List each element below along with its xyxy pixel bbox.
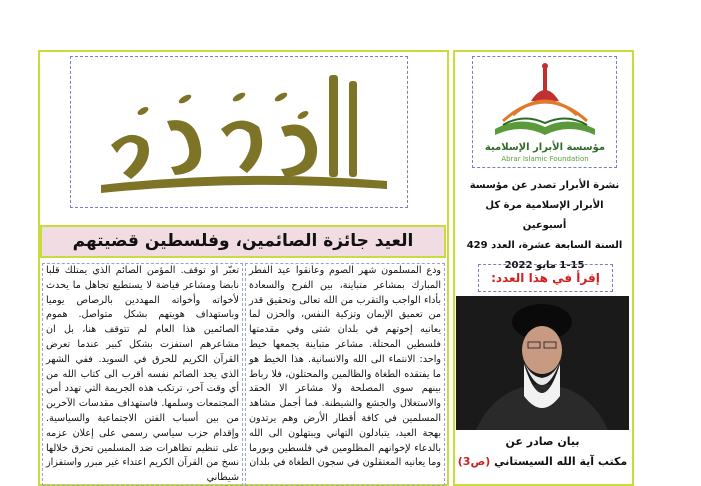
article-column-left: تعبّر او توقف. المؤمن الصائم الذي يمتلك قلبا نابضا ومشاعر فياضة لا يستطيع تجاهل ما يحدث لأخواته وأخواته المهددين بالرصاص يوميا وباستهداف هويتهم بشكل متواصل. هموم الصائمين هذا العام لم تتوقف هنا، بل ان مشاعرهم استفزت بشكل كبير عندما تعرض القرآن الكريم للحرق في السويد. ففي الشهر الذي يجد الصائم نفسه أقرب الى كتاب الله من أي وقت آخر، ترتكب هذه الجريمة التي تهدد أمن المجتمعات وسلمها. فاستهداف مقدسات الآخرين من بين أسباب الفتن الاجتماعية والسياسية. وإقدام حزب سياسي رسمي على إعلان عزمه على تنظيم تظاهرات ضد المسلمين تحرق خلالها نسخ من القرآن الكريم اعتداء غير مبرر واستفزاز شيطاني [42,263,243,486]
issue-info-line1: نشرة الأبرار تصدر عن مؤسسة [469,180,620,191]
in-this-issue-heading: إقرأ في هذا العدد: [478,264,613,292]
issue-info [462,176,627,271]
logo-name-en: Abrar Islamic Foundation [501,155,589,163]
statement-line1: بيان صادر عن [505,435,580,448]
page-reference: (ص3) [457,455,491,468]
headline: العيد جائزة الصائمين، وفلسطين قضيتهم [40,225,446,258]
statement-caption [456,432,629,486]
issue-info-line2: الأبرار الإسلامية مرة كل أسبوعين [485,200,604,231]
foundation-logo [472,56,617,168]
masthead [70,56,408,208]
issue-info-line3: السنة السابعة عشرة، العدد 429 [466,240,623,251]
cleric-photo [456,296,629,430]
book-logo-icon [473,57,616,167]
article-column-right: ودع المسلمون شهر الصوم وعانقوا عيد الفطر المبارك بمشاعر متباينة، بين الفرح والسعادة بأداء الواجب والتقرب من الله تعالى وتحقيق قدر من تعميق الإيمان وتزكية النفس، والحزن لما يعانيه إخوتهم في بلدان شتى وفي مقدمتها فلسطين المحتلة. مشاعر متباينة يجمعها خيط واحد: الانتماء الى الله والانسانية. هذا الخيط هو ما يفتقده الطغاة والظالمين والمحتلون، فلا رباط بينهم سوى المصلحة ولا مشاعر الا الحقد والاستغلال والجشع والشيطنة. فما أجمل مشاهد المسلمين في كافة أقطار الأرض وهم يرتدون بهجة العيد، يتبادلون التهاني ويبتهلون الى الله بالدعاء لإخوانهم المظلومين في فلسطين وبورما وما يعانيه المعتقلون في سجون الطغاة في بلدان [245,263,445,486]
logo-name-ar: مؤسسة الأبرار الإسلامية [484,142,606,153]
issue-date: 1-15 مايو 2022 [504,260,585,271]
masthead-calligraphy [71,57,407,207]
portrait-image [456,296,629,430]
statement-line2 [456,452,629,472]
statement-office: مكتب آية الله السيستاني [494,455,628,468]
